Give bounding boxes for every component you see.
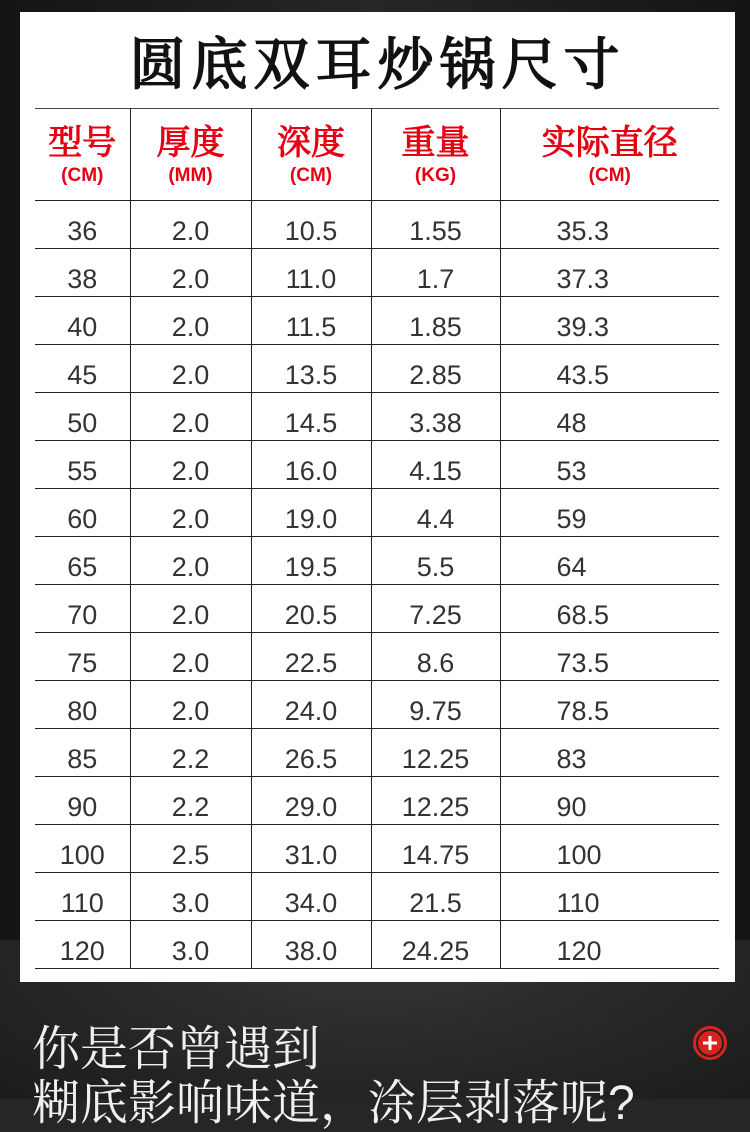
table-cell: 65 [67,552,98,582]
table-cell: 20.5 [251,585,371,633]
table-cell: 64 [500,537,719,585]
column-header [130,109,251,201]
table-cell: 26.5 [251,729,371,777]
column-header-unit: (CM) [61,164,104,186]
table-row [35,825,719,873]
table-cell: 16.0 [251,441,371,489]
table-row [35,249,719,297]
column-header-label: 型号 [48,123,117,162]
table-cell: 21.5 [371,873,500,921]
table-cell: 1.7 [371,249,500,297]
table-cell: 78.5 [500,681,719,729]
table-cell: 2.85 [371,345,500,393]
table-cell: 2.5 [130,825,251,873]
column-header [35,109,130,201]
table-cell: 31.0 [251,825,371,873]
table-row [35,345,719,393]
plus-circle-icon[interactable] [693,1026,727,1060]
table-cell: 34.0 [251,873,371,921]
page-title: 圆底双耳炒锅尺寸 [129,32,626,98]
table-cell: 90 [500,777,719,825]
table-cell: 22.5 [251,633,371,681]
table-cell: 3.0 [130,921,251,969]
column-header-unit: (KG) [414,164,457,186]
table-cell: 4.15 [371,441,500,489]
column-header [500,109,719,201]
table-cell: 100 [500,825,719,873]
table-cell: 2.0 [130,585,251,633]
promo-question-line-2: 糊底影响味道，涂层剥落呢? [32,1077,635,1130]
table-cell: 50 [67,408,98,438]
table-cell: 45 [67,360,98,390]
table-cell: 7.25 [371,585,500,633]
table-cell: 12.25 [371,729,500,777]
table-row [35,441,719,489]
column-header-label: 深度 [277,123,345,162]
table-cell: 12.25 [371,777,500,825]
table-row [35,873,719,921]
table-cell: 83 [500,729,719,777]
table-cell: 35.3 [500,201,719,249]
plus-circle-inner [698,1031,722,1055]
table-cell: 8.6 [371,633,500,681]
column-header-unit: (CM) [588,164,631,186]
table-cell: 75 [67,648,98,678]
table-cell: 48 [500,393,719,441]
table-cell: 14.75 [371,825,500,873]
column-header-unit: (CM) [289,164,333,186]
column-header-unit: (MM) [168,164,213,186]
column-header-label: 实际直径 [541,123,678,162]
table-row [35,489,719,537]
table-cell: 38 [67,264,98,294]
table-cell: 3.0 [130,873,251,921]
table-cell: 5.5 [371,537,500,585]
table-cell: 38.0 [251,921,371,969]
table-cell: 43.5 [500,345,719,393]
table-row [35,393,719,441]
table-cell: 9.75 [371,681,500,729]
table-cell: 2.2 [130,777,251,825]
table-cell: 85 [67,744,98,774]
table-cell: 24.0 [251,681,371,729]
table-row [35,537,719,585]
table-cell: 100 [59,840,105,870]
size-table [35,108,719,969]
table-cell: 39.3 [500,297,719,345]
table-row [35,633,719,681]
table-row [35,729,719,777]
table-cell: 60 [67,504,98,534]
table-cell: 2.0 [130,393,251,441]
table-cell: 53 [500,441,719,489]
table-cell: 24.25 [371,921,500,969]
table-row [35,921,719,969]
column-header [251,109,371,201]
table-cell: 29.0 [251,777,371,825]
table-cell: 2.0 [130,537,251,585]
table-cell: 2.2 [130,729,251,777]
table-cell: 37.3 [500,249,719,297]
table-cell: 2.0 [130,345,251,393]
table-cell: 110 [60,888,104,918]
table-cell: 120 [59,936,105,966]
table-cell: 90 [67,792,98,822]
table-row [35,297,719,345]
table-cell: 2.0 [130,633,251,681]
table-cell: 2.0 [130,297,251,345]
table-cell: 10.5 [251,201,371,249]
size-chart-card [20,12,735,982]
table-cell: 19.5 [251,537,371,585]
table-cell: 2.0 [130,249,251,297]
table-cell: 70 [67,600,98,630]
table-cell: 2.0 [130,489,251,537]
plus-icon [702,1035,718,1051]
table-cell: 11.5 [251,297,371,345]
table-cell: 110 [500,873,719,921]
table-cell: 3.38 [371,393,500,441]
table-cell: 4.4 [371,489,500,537]
table-cell: 2.0 [130,681,251,729]
table-row [35,201,719,249]
table-body [35,201,719,969]
table-cell: 14.5 [251,393,371,441]
table-header-row [35,109,719,201]
table-row [35,777,719,825]
column-header [371,109,500,201]
table-cell: 19.0 [251,489,371,537]
promo-question-line-1: 你是否曾遇到 [32,1023,321,1076]
table-cell: 11.0 [251,249,371,297]
table-cell: 68.5 [500,585,719,633]
column-header-label: 重量 [401,123,470,162]
table-cell: 59 [500,489,719,537]
table-cell: 2.0 [130,201,251,249]
table-row [35,681,719,729]
table-cell: 1.55 [371,201,500,249]
table-cell: 40 [67,312,98,342]
table-cell: 80 [67,696,98,726]
table-cell: 2.0 [130,441,251,489]
column-header-label: 厚度 [156,123,225,162]
table-cell: 120 [500,921,719,969]
table-cell: 36 [67,216,98,246]
table-cell: 1.85 [371,297,500,345]
table-cell: 73.5 [500,633,719,681]
table-row [35,585,719,633]
table-cell: 13.5 [251,345,371,393]
table-cell: 55 [67,456,98,486]
